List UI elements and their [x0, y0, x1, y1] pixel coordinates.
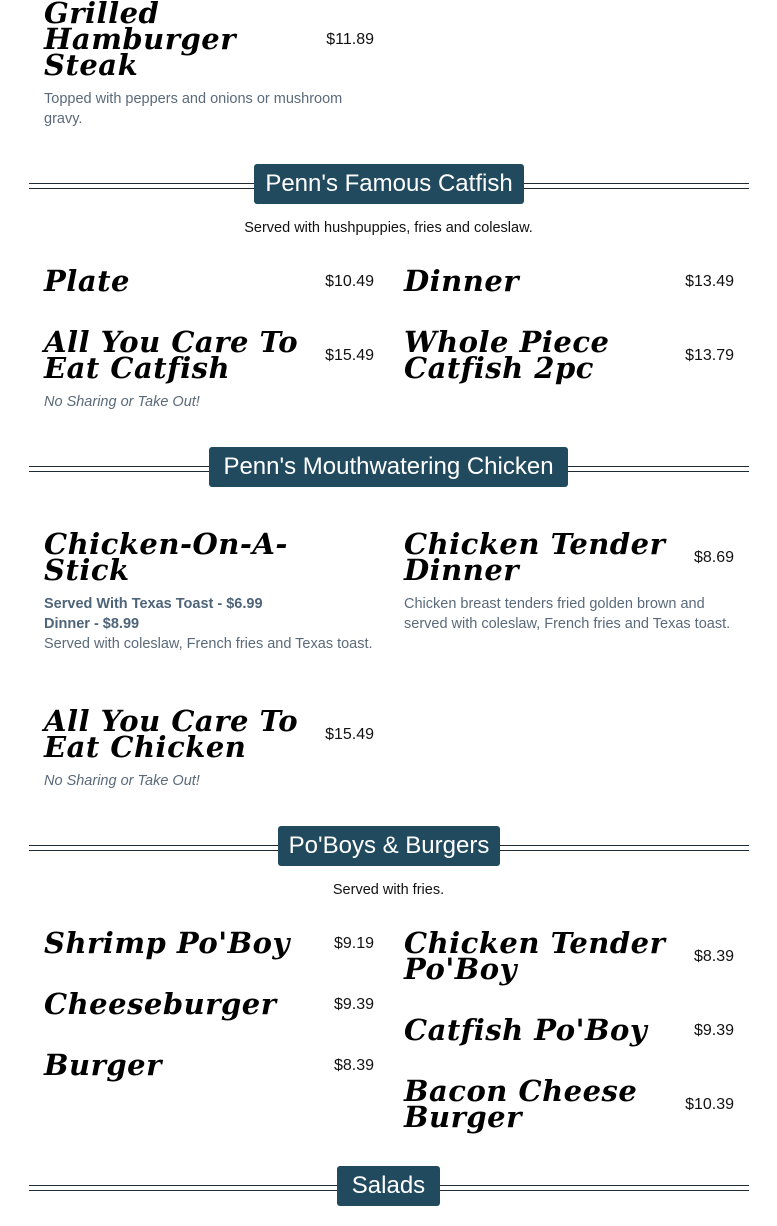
item-name-chicken-tender-dinner: Chicken Tender Dinner: [404, 527, 666, 587]
item-name-catfish-poboy: Catfish Po'Boy: [404, 1013, 648, 1047]
item-price-dinner: $13.49: [685, 273, 734, 290]
item-name-shrimp-poboy: Shrimp Po'Boy: [44, 926, 290, 960]
item-option-dinner: Dinner - $8.99: [44, 616, 140, 632]
item-price-all-you-care-chicken: $15.49: [325, 726, 374, 743]
item-price-all-you-care-catfish: $15.49: [325, 347, 374, 364]
item-price-chicken-tender-poboy: $8.39: [693, 948, 734, 965]
item-name-whole-piece-catfish: Whole Piece Catfish 2pc: [404, 325, 610, 385]
item-price-cheeseburger: $9.39: [333, 996, 374, 1013]
item-name-grilled-hamburger-steak: Grilled Hamburger Steak: [44, 0, 237, 82]
item-price-grilled-hamburger-steak: $11.89: [326, 31, 374, 48]
item-price-plate: $10.49: [325, 273, 374, 290]
section-title-catfish: Penn's Famous Catfish: [254, 164, 524, 204]
item-name-bacon-cheese-burger: Bacon Cheese Burger: [404, 1074, 638, 1134]
item-name-dinner: Dinner: [404, 264, 520, 298]
item-price-shrimp-poboy: $9.19: [333, 935, 374, 952]
item-name-plate: Plate: [44, 264, 130, 298]
item-price-bacon-cheese-burger: $10.39: [685, 1096, 734, 1113]
item-name-burger: Burger: [44, 1048, 162, 1082]
item-name-cheeseburger: Cheeseburger: [44, 987, 277, 1021]
item-price-catfish-poboy: $9.39: [693, 1022, 734, 1039]
item-name-chicken-on-a-stick: Chicken-On-A-Stick: [44, 527, 288, 587]
section-title-poboys: Po'Boys & Burgers: [278, 826, 500, 866]
section-subtitle-catfish: Served with hushpuppies, fries and coleslaw.: [244, 220, 533, 236]
item-note-all-you-care-chicken: No Sharing or Take Out!: [44, 773, 200, 789]
item-desc-grilled-hamburger-steak: Topped with peppers and onions or mushroom gravy.: [44, 91, 343, 127]
item-option-texas-toast: Served With Texas Toast - $6.99: [44, 596, 263, 612]
item-note-all-you-care-catfish: No Sharing or Take Out!: [44, 394, 200, 410]
item-name-chicken-tender-poboy: Chicken Tender Po'Boy: [404, 926, 666, 986]
section-title-salads: Salads: [337, 1166, 440, 1206]
item-name-all-you-care-chicken: All You Care To Eat Chicken: [44, 704, 299, 764]
item-desc-chicken-on-a-stick: Served with coleslaw, French fries and Texas toast.: [44, 636, 373, 652]
item-price-whole-piece-catfish: $13.79: [685, 347, 734, 364]
item-name-all-you-care-catfish: All You Care To Eat Catfish: [44, 325, 299, 385]
section-subtitle-poboys: Served with fries.: [332, 882, 445, 898]
item-desc-chicken-tender-dinner: Chicken breast tenders fried golden brown and served with coleslaw, French fries and Texas toast.: [404, 596, 731, 632]
item-price-burger: $8.39: [333, 1057, 374, 1074]
section-title-chicken: Penn's Mouthwatering Chicken: [209, 447, 568, 487]
item-price-chicken-tender-dinner: $8.69: [693, 549, 734, 566]
